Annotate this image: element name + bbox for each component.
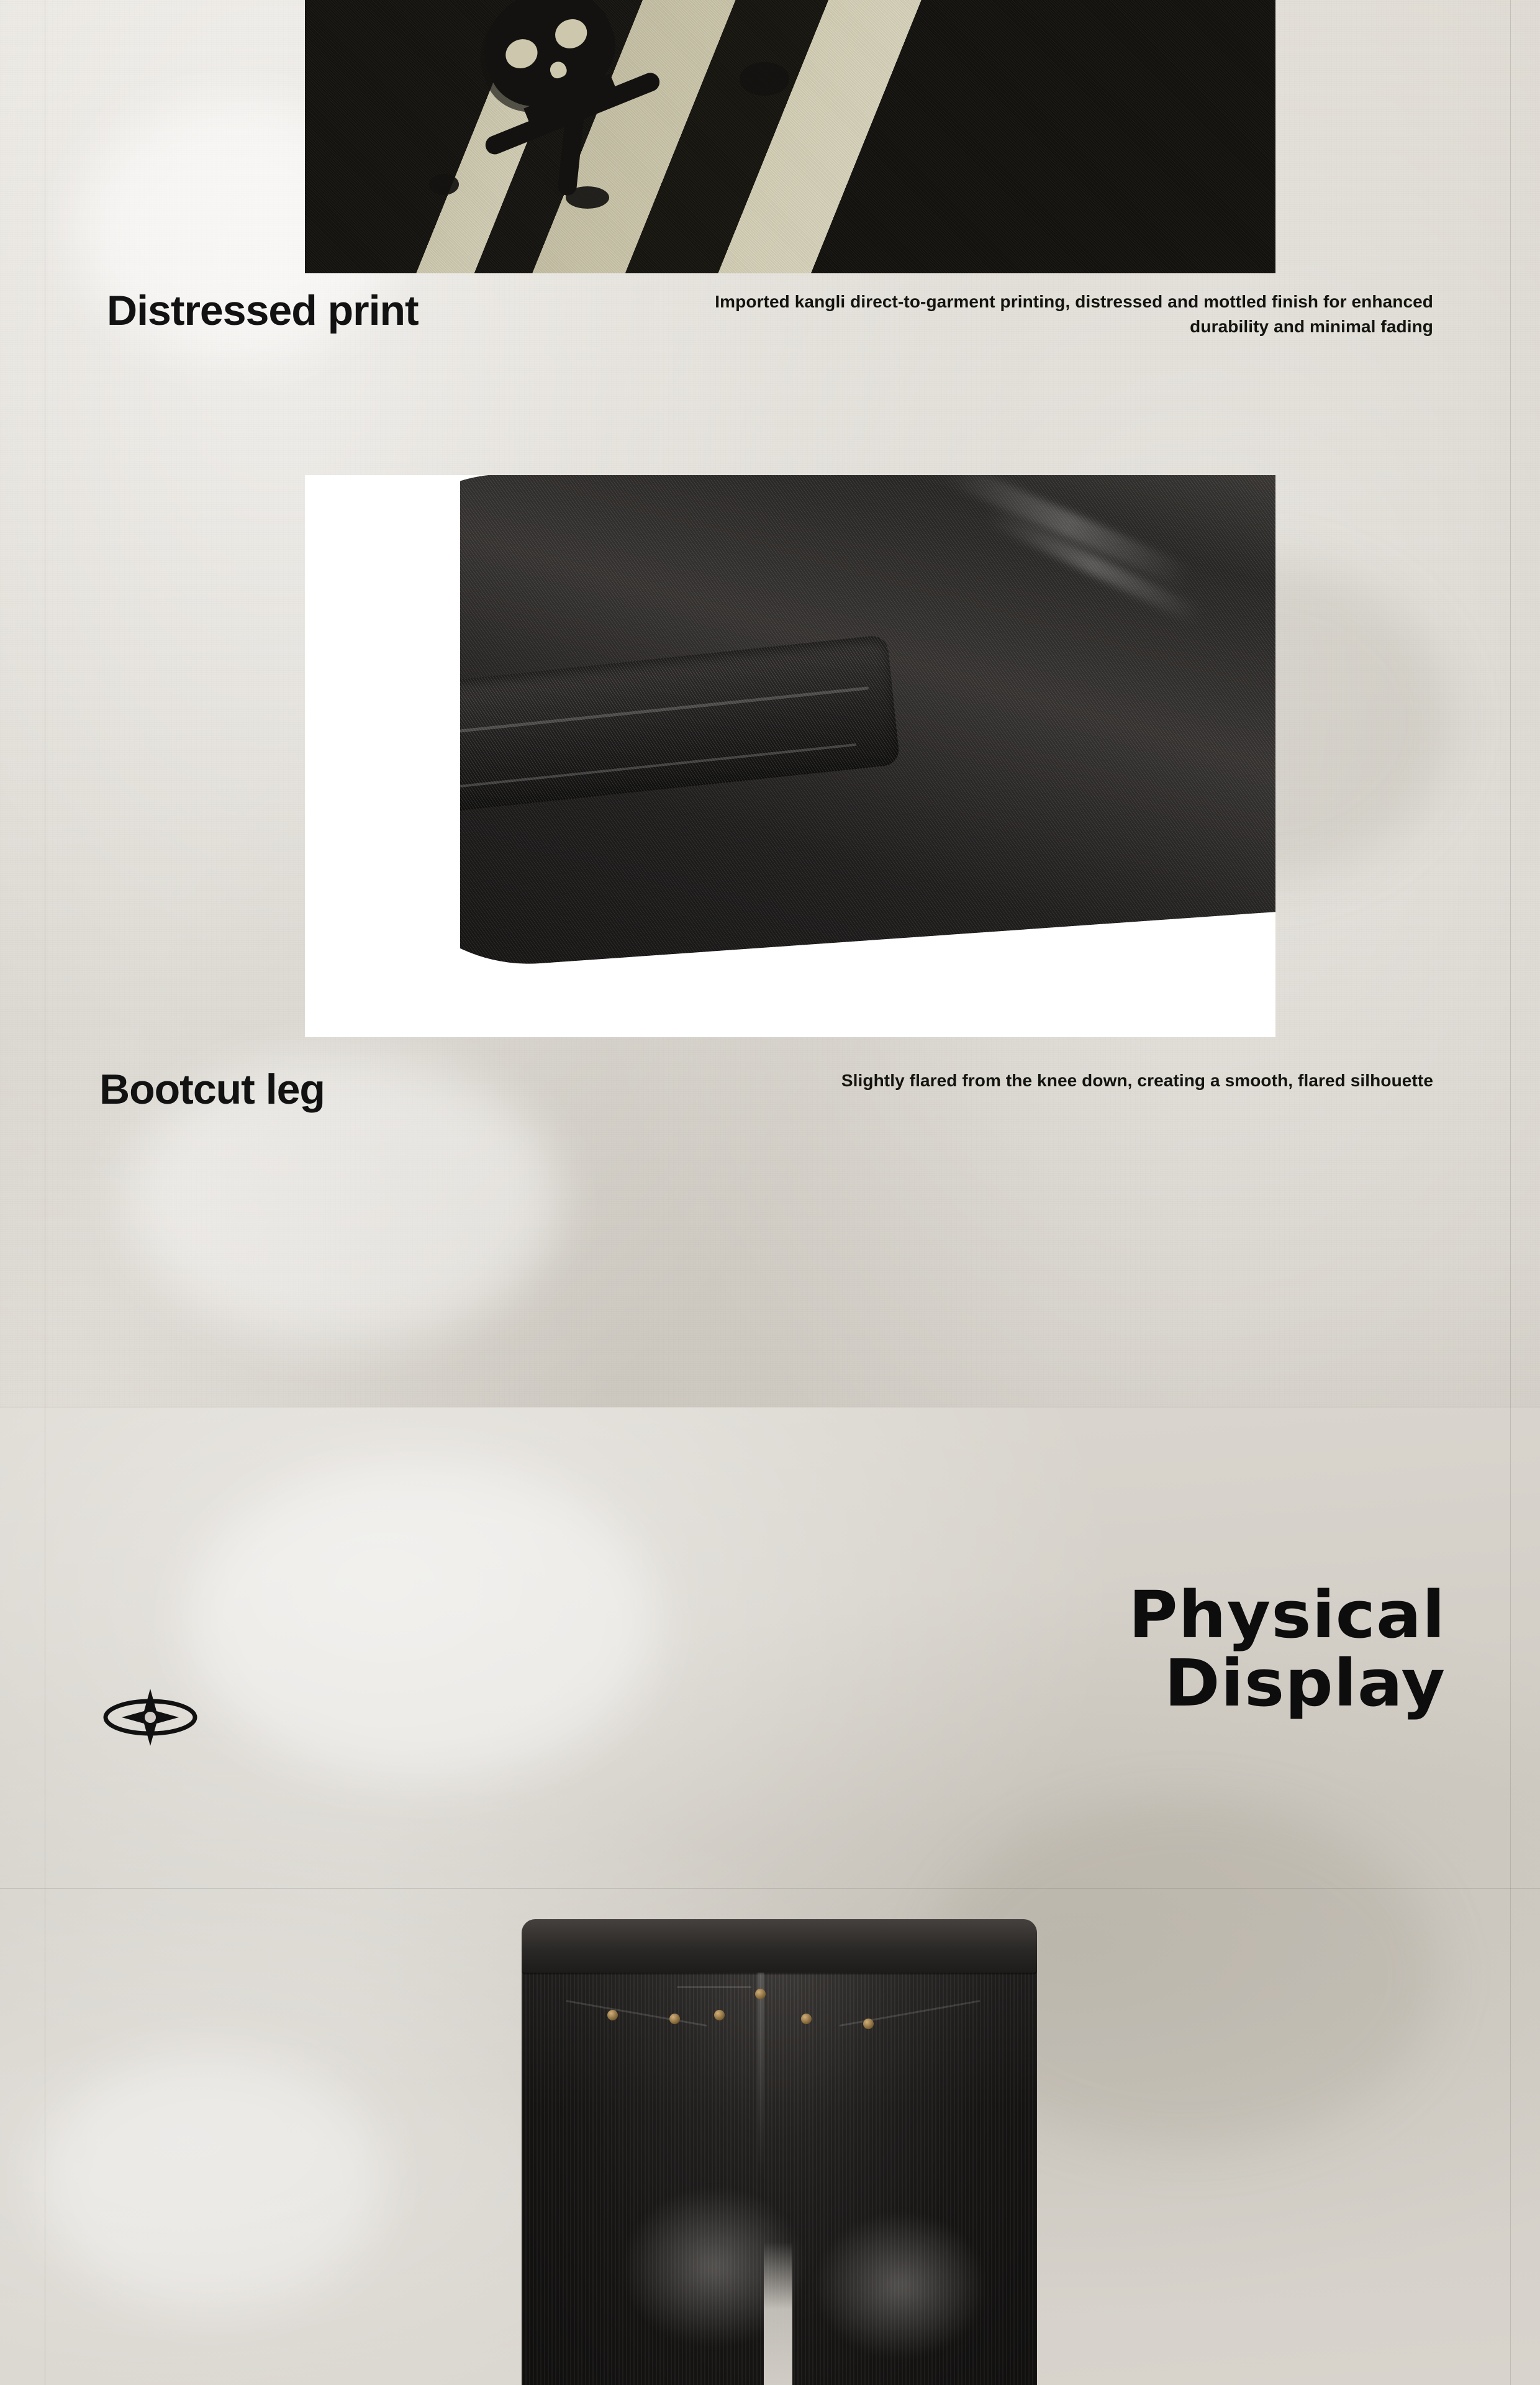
physical-display-heading: [1128, 1577, 1446, 1722]
rivet: [607, 2010, 618, 2020]
rivet: [755, 1989, 766, 1999]
bootcut-leg-image: [305, 475, 1275, 1037]
rivet: [714, 2010, 725, 2020]
ink-splatter: [429, 174, 459, 195]
pocket-stitch: [677, 1986, 751, 1988]
section-description: Imported kangli direct-to-garment printing, distressed and mottled finish for enhanced durability and minimal fading: [715, 292, 1433, 336]
wash-fade: [813, 2211, 987, 2360]
distressed-print-image: [305, 0, 1275, 273]
distressed-print-caption: [107, 289, 1433, 339]
heading-line-2: Display: [1164, 1645, 1446, 1722]
paper-blotch: [186, 1460, 658, 1783]
rivet: [863, 2019, 874, 2029]
bootcut-leg-caption: [99, 1068, 1433, 1111]
jeans-waistband: [522, 1919, 1037, 1973]
jeans-leg-gap: [764, 2242, 792, 2385]
layout-guide-line: [0, 1888, 1540, 1889]
skull-nose: [548, 59, 569, 80]
ink-splatter: [740, 62, 789, 96]
section-title: Distressed print: [107, 287, 419, 334]
layout-guide-line: [1510, 0, 1511, 2385]
ink-splatter: [566, 186, 609, 209]
rivet: [801, 2014, 812, 2024]
skull-eye: [551, 14, 591, 53]
section-title: Bootcut leg: [99, 1066, 325, 1113]
section-description: Slightly flared from the knee down, creating a smooth, flared silhouette: [841, 1071, 1433, 1090]
photo-white-corner: [305, 475, 460, 1037]
jeans-fly: [758, 1973, 764, 2178]
physical-display-image: [491, 1919, 1062, 2385]
rivet: [669, 2014, 680, 2024]
paper-blotch: [37, 2050, 385, 2310]
compass-star-icon: [101, 1686, 200, 1748]
skull-eye: [501, 35, 541, 73]
heading-line-1: Physical: [1128, 1577, 1446, 1653]
